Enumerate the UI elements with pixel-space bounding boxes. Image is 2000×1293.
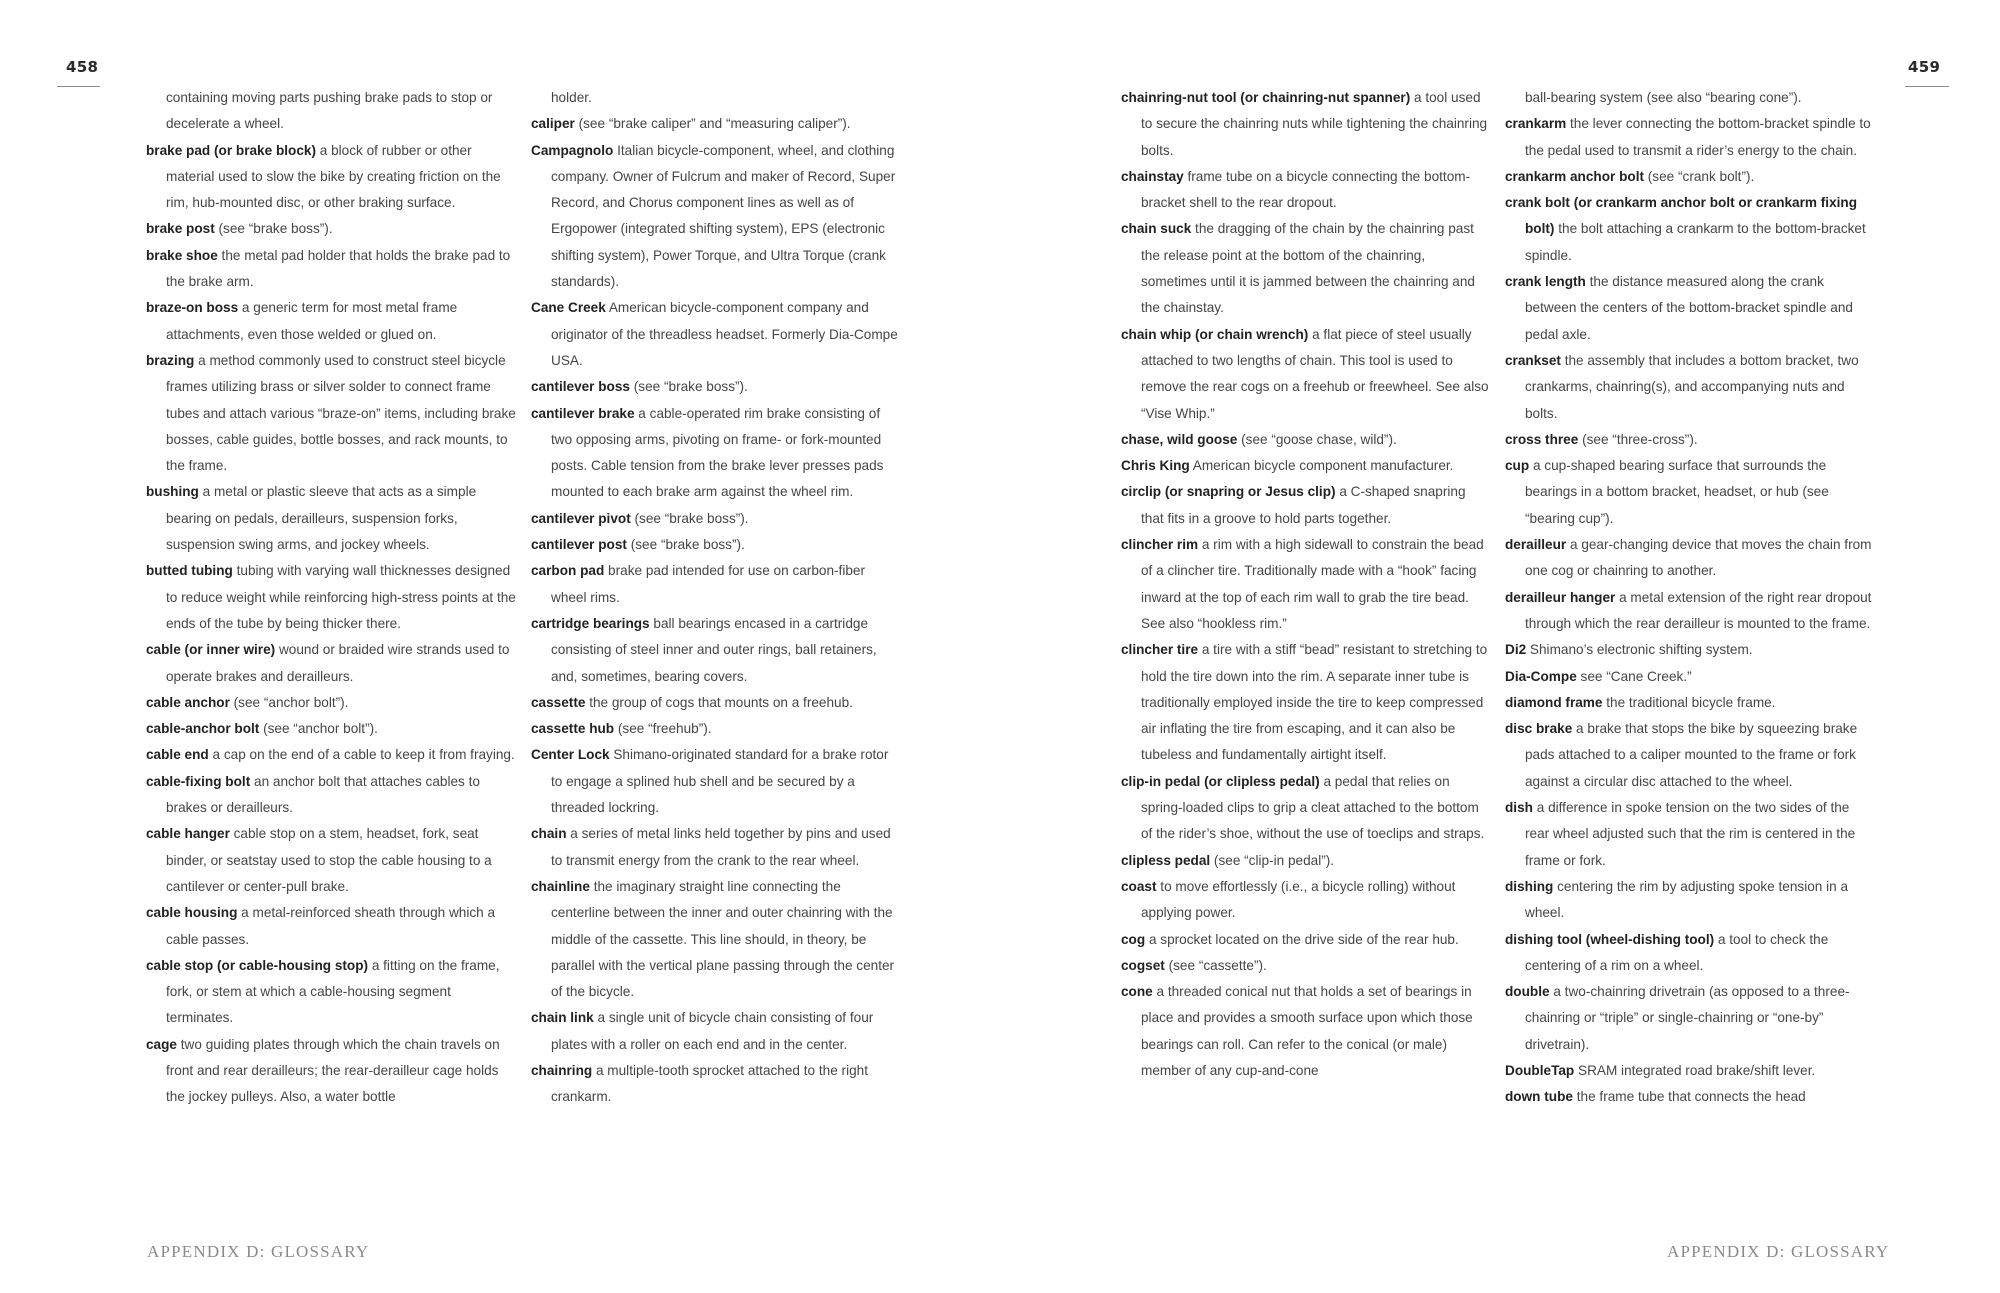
glossary-definition: a two-chainring drivetrain (as opposed to a three-chainring or “triple” or single-chainring or “one-by” drivetrain). <box>1525 984 1850 1052</box>
glossary-definition: SRAM integrated road brake/shift lever. <box>1574 1062 1816 1078</box>
glossary-entry <box>531 1058 901 1111</box>
glossary-definition: (see “anchor bolt”). <box>259 721 378 737</box>
glossary-definition: ball bearings encased in a cartridge consisting of steel inner and outer rings, ball retainers, and, sometimes, bearing covers. <box>551 615 877 684</box>
glossary-term: cantilever brake <box>531 405 635 421</box>
glossary-term: cable housing <box>146 905 238 921</box>
glossary-entry <box>1121 637 1491 768</box>
glossary-definition: the frame tube that connects the head <box>1572 1089 1806 1105</box>
glossary-definition: a metal extension of the right rear dropout through which the rear derailleur is mounted to the frame. <box>1525 589 1872 631</box>
glossary-term: butted tubing <box>146 563 233 579</box>
glossary-term: crankarm <box>1505 116 1567 132</box>
glossary-entry <box>1121 874 1491 927</box>
glossary-entry <box>146 479 516 558</box>
glossary-definition: a cup-shaped bearing surface that surrounds the bearings in a bottom bracket, headset, or hub (see “bearing cup”). <box>1525 458 1829 526</box>
glossary-term: Cane Creek <box>531 300 606 316</box>
glossary-entry <box>146 295 516 348</box>
glossary-term: clincher rim <box>1121 537 1199 553</box>
glossary-term: chainring <box>531 1062 593 1078</box>
glossary-term: cable-fixing bolt <box>146 773 251 789</box>
glossary-term: Campagnolo <box>531 142 614 158</box>
glossary-term: derailleur <box>1505 537 1567 553</box>
glossary-definition: a block of rubber or other material used to slow the bike by creating friction on the rim, hub-mounted disc, or other braking surface. <box>166 142 501 211</box>
header-rule-left <box>57 86 100 87</box>
glossary-term: cable anchor <box>146 694 230 710</box>
glossary-entry <box>1121 427 1491 453</box>
glossary-entry <box>1121 453 1491 479</box>
glossary-term: down tube <box>1505 1089 1573 1105</box>
glossary-definition: the metal pad holder that holds the brake pad to the brake arm. <box>166 247 511 290</box>
glossary-entry <box>531 111 901 137</box>
glossary-definition: (see “three-cross”). <box>1578 431 1698 447</box>
glossary-term: cassette <box>531 694 586 710</box>
glossary-definition: a method commonly used to construct steel bicycle frames utilizing brass or silver solder to connect frame tubes and attach various “braze-on” items, including brake bosses, cable guides, bottle bosses, and rack mounts, to the frame. <box>166 352 516 474</box>
glossary-entry <box>1121 164 1491 217</box>
glossary-definition: a series of metal links held together by pins and used to transmit energy from the crank to the rear wheel. <box>551 826 891 868</box>
glossary-definition: (see “brake caliper” and “measuring caliper”). <box>574 116 851 132</box>
glossary-entry <box>1505 927 1875 980</box>
glossary-term: Center Lock <box>531 747 610 763</box>
glossary-term: crankarm anchor bolt <box>1505 168 1644 184</box>
glossary-definition: (see “brake boss”). <box>630 510 749 526</box>
glossary-entry <box>1505 269 1875 348</box>
glossary-entry <box>531 690 901 716</box>
glossary-term: crankset <box>1505 352 1561 368</box>
page-number-left: 458 <box>66 58 99 76</box>
glossary-entry <box>1505 690 1875 716</box>
glossary-term: double <box>1505 984 1550 1000</box>
glossary-definition: tubing with varying wall thicknesses designed to reduce weight while reinforcing high-stress points at the ends of the tube by being thicker there. <box>166 563 516 631</box>
running-footer-left: APPENDIX D: GLOSSARY <box>147 1242 370 1261</box>
glossary-term: cable (or inner wire) <box>146 642 276 658</box>
glossary-term: chase, wild goose <box>1121 431 1238 447</box>
glossary-definition: a flat piece of steel usually attached to two lengths of chain. This tool is used to remove the rear cogs on a freehub or freewheel. See also “Vise Whip.” <box>1141 326 1489 421</box>
glossary-term: cartridge bearings <box>531 615 650 631</box>
glossary-entry <box>146 138 516 217</box>
glossary-entry <box>531 85 901 111</box>
glossary-entry <box>1121 85 1491 164</box>
glossary-definition: Italian bicycle-component, wheel, and clothing company. Owner of Fulcrum and maker of Record, Super Record, and Chorus component lines as well as of Ergopower (integrated shifting system), EPS (electronic shifting system), Power Torque, and Ultra Torque (crank standards). <box>551 142 896 290</box>
glossary-entry <box>146 216 516 242</box>
glossary-entry <box>1505 190 1875 269</box>
glossary-entry <box>1505 979 1875 1058</box>
glossary-entry <box>531 374 901 400</box>
glossary-entry <box>146 85 516 138</box>
glossary-entry <box>1505 1058 1875 1084</box>
glossary-definition: (see “freehub”). <box>614 721 712 737</box>
glossary-entry <box>146 821 516 900</box>
glossary-definition: the bolt attaching a crankarm to the bottom-bracket spindle. <box>1525 221 1866 263</box>
glossary-entry <box>531 401 901 506</box>
glossary-definition: (see “cassette”). <box>1164 957 1267 973</box>
glossary-definition: a C-shaped snapring that fits in a groove to hold parts together. <box>1141 484 1466 526</box>
glossary-entry <box>146 900 516 953</box>
glossary-term: cassette hub <box>531 721 615 737</box>
glossary-definition: (see “brake boss”). <box>626 537 745 553</box>
glossary-term: diamond frame <box>1505 694 1603 710</box>
glossary-entry <box>531 1005 901 1058</box>
glossary-entry <box>531 742 901 821</box>
glossary-entry <box>1121 979 1491 1084</box>
glossary-entry <box>1505 1084 1875 1110</box>
glossary-term: brake post <box>146 221 215 237</box>
glossary-entry <box>1505 664 1875 690</box>
running-footer-right: APPENDIX D: GLOSSARY <box>1667 1242 1890 1261</box>
glossary-term: caliper <box>531 116 575 132</box>
glossary-definition: the distance measured along the crank between the centers of the bottom-bracket spindle and pedal axle. <box>1525 274 1853 342</box>
glossary-entry <box>1505 585 1875 638</box>
glossary-column-2 <box>531 85 901 1111</box>
glossary-definition: two guiding plates through which the chain travels on front and rear derailleurs; the rear-derailleur cage holds the jockey pulleys. Also, a water bottle <box>166 1036 500 1105</box>
glossary-term: Chris King <box>1121 458 1190 474</box>
glossary-definition: holder. <box>551 90 592 105</box>
glossary-definition: to move effortlessly (i.e., a bicycle rolling) without applying power. <box>1141 878 1456 921</box>
glossary-entry <box>1121 953 1491 979</box>
glossary-definition: a metal or plastic sleeve that acts as a simple bearing on pedals, derailleurs, suspension forks, suspension swing arms, and jockey wheels. <box>166 484 477 553</box>
glossary-term: braze-on boss <box>146 300 239 316</box>
glossary-definition: the imaginary straight line connecting the centerline between the inner and outer chainring with the middle of the cassette. This line should, in theory, be parallel with the vertical plane passing through the center of the bicycle. <box>551 878 895 1000</box>
glossary-term: Di2 <box>1505 642 1527 658</box>
glossary-term: chain whip (or chain wrench) <box>1121 326 1309 342</box>
glossary-entry <box>531 821 901 874</box>
glossary-term: carbon pad <box>531 563 605 579</box>
glossary-definition: Shimano’s electronic shifting system. <box>1526 642 1753 658</box>
glossary-definition: a tire with a stiff “bead” resistant to stretching to hold the tire down into the rim. A separate inner tube is traditionally employed inside the tire to keep compressed air inflating the tire from escaping, and it can also be tubeless and fundamentally airtight itself. <box>1141 642 1488 763</box>
glossary-entry <box>1121 532 1491 637</box>
glossary-entry <box>1121 216 1491 321</box>
glossary-entry <box>531 874 901 1005</box>
glossary-definition: a cable-operated rim brake consisting of two opposing arms, pivoting on frame- or fork-mounted posts. Cable tension from the brake lever presses pads mounted to each brake arm against the wheel rim. <box>551 405 884 500</box>
glossary-definition: a rim with a high sidewall to constrain the bead of a clincher tire. Traditionally made with a “hook” facing inward at the top of each rim wall to grab the tire bead. See also “hookless rim.” <box>1141 537 1484 631</box>
glossary-entry <box>1505 427 1875 453</box>
glossary-definition: a tool used to secure the chainring nuts while tightening the chainring bolts. <box>1141 90 1488 158</box>
glossary-term: chainline <box>531 878 590 894</box>
glossary-term: DoubleTap <box>1505 1062 1575 1078</box>
glossary-entry <box>146 769 516 822</box>
glossary-entry <box>1505 874 1875 927</box>
glossary-term: cage <box>146 1036 177 1052</box>
glossary-definition: a fitting on the frame, fork, or stem at which a cable-housing segment terminates. <box>166 957 500 1026</box>
glossary-term: cable hanger <box>146 826 230 842</box>
glossary-definition: a sprocket located on the drive side of the rear hub. <box>1145 931 1459 947</box>
glossary-definition: Shimano-originated standard for a brake rotor to engage a splined hub shell and be secured by a threaded lockring. <box>551 747 889 816</box>
glossary-entry <box>1505 637 1875 663</box>
glossary-definition: a pedal that relies on spring-loaded clips to grip a cleat attached to the bottom of the rider’s shoe, without the use of toeclips and straps. <box>1141 773 1485 842</box>
glossary-term: cog <box>1121 931 1146 947</box>
glossary-entry <box>1505 532 1875 585</box>
glossary-term: dishing tool (wheel-dishing tool) <box>1505 931 1715 947</box>
glossary-term: brazing <box>146 352 195 368</box>
glossary-entry <box>1121 322 1491 427</box>
glossary-entry <box>1121 479 1491 532</box>
glossary-term: chainstay <box>1121 168 1184 184</box>
glossary-definition: a brake that stops the bike by squeezing brake pads attached to a caliper mounted to the frame or fork against a circular disc attached to the wheel. <box>1525 721 1858 789</box>
glossary-entry <box>146 953 516 1032</box>
glossary-entry <box>531 506 901 532</box>
glossary-definition: (see “brake boss”). <box>214 221 333 237</box>
glossary-term: dishing <box>1505 878 1554 894</box>
glossary-term: bushing <box>146 484 199 500</box>
glossary-term: cogset <box>1121 957 1165 973</box>
glossary-term: chain suck <box>1121 221 1192 237</box>
glossary-term: dish <box>1505 800 1533 816</box>
glossary-definition: American bicycle component manufacturer. <box>1189 458 1454 474</box>
glossary-term: cable stop (or cable-housing stop) <box>146 957 369 973</box>
glossary-term: disc brake <box>1505 721 1573 737</box>
glossary-definition: a single unit of bicycle chain consisting of four plates with a roller on each end and in the center. <box>551 1010 874 1052</box>
glossary-entry <box>531 716 901 742</box>
glossary-definition: centering the rim by adjusting spoke tension in a wheel. <box>1525 878 1849 921</box>
glossary-definition: (see “clip-in pedal”). <box>1210 852 1335 868</box>
glossary-definition: the assembly that includes a bottom bracket, two crankarms, chainring(s), and accompanying nuts and bolts. <box>1525 352 1859 421</box>
glossary-term: crank bolt (or crankarm anchor bolt or crankarm fixing bolt) <box>1505 195 1858 237</box>
glossary-entry <box>146 637 516 690</box>
glossary-definition: American bicycle-component company and originator of the threadless headset. Formerly Dia-Compe USA. <box>551 300 898 368</box>
glossary-definition: (see “crank bolt”). <box>1644 168 1755 184</box>
glossary-term: clincher tire <box>1121 642 1199 658</box>
glossary-definition: (see “goose chase, wild”). <box>1237 431 1397 447</box>
glossary-term: chainring-nut tool (or chainring-nut spanner) <box>1121 90 1411 105</box>
glossary-entry <box>1505 453 1875 532</box>
glossary-definition: a difference in spoke tension on the two sides of the rear wheel adjusted such that the rim is centered in the frame or fork. <box>1525 800 1856 868</box>
glossary-entry <box>531 558 901 611</box>
glossary-entry <box>1505 348 1875 427</box>
glossary-entry <box>1121 769 1491 848</box>
glossary-definition: containing moving parts pushing brake pads to stop or decelerate a wheel. <box>166 90 493 132</box>
glossary-entry <box>1505 716 1875 795</box>
glossary-definition: ball-bearing system (see also “bearing cone”). <box>1525 90 1802 105</box>
glossary-term: cone <box>1121 984 1153 1000</box>
glossary-entry <box>1505 164 1875 190</box>
glossary-definition: a tool to check the centering of a rim on a wheel. <box>1525 931 1829 973</box>
glossary-definition: a multiple-tooth sprocket attached to the right crankarm. <box>551 1062 868 1105</box>
glossary-definition: the dragging of the chain by the chainring past the release point at the bottom of the chainring, sometimes until it is jammed between the chainring and the chainstay. <box>1141 221 1475 316</box>
glossary-term: cable end <box>146 747 209 763</box>
glossary-term: brake pad (or brake block) <box>146 142 316 158</box>
glossary-entry <box>531 611 901 690</box>
glossary-entry <box>146 243 516 296</box>
glossary-definition: brake pad intended for use on carbon-fiber wheel rims. <box>551 563 865 605</box>
glossary-term: clip-in pedal (or clipless pedal) <box>1121 773 1320 789</box>
glossary-definition: a metal-reinforced sheath through which a cable passes. <box>166 905 496 947</box>
glossary-definition: a generic term for most metal frame attachments, even those welded or glued on. <box>166 300 458 342</box>
glossary-term: brake shoe <box>146 247 218 263</box>
glossary-definition: the lever connecting the bottom-bracket spindle to the pedal used to transmit a rider’s energy to the chain. <box>1525 116 1871 158</box>
page-number-right: 459 <box>1908 58 1941 76</box>
glossary-entry <box>1121 848 1491 874</box>
glossary-term: cross three <box>1505 431 1579 447</box>
glossary-definition: frame tube on a bicycle connecting the bottom-bracket shell to the rear dropout. <box>1141 168 1471 211</box>
glossary-term: chain link <box>531 1010 594 1026</box>
glossary-entry <box>1505 795 1875 874</box>
glossary-entry <box>531 138 901 296</box>
glossary-entry <box>146 716 516 742</box>
glossary-definition: wound or braided wire strands used to operate brakes and derailleurs. <box>166 642 510 684</box>
glossary-entry <box>1505 111 1875 164</box>
glossary-column-1 <box>146 85 516 1111</box>
glossary-entry <box>1121 927 1491 953</box>
header-rule-right <box>1905 86 1949 87</box>
glossary-definition: a cap on the end of a cable to keep it from fraying. <box>208 747 515 763</box>
glossary-term: cantilever pivot <box>531 510 631 526</box>
glossary-definition: a threaded conical nut that holds a set of bearings in place and provides a smooth surface upon which those bearings can roll. Can refer to the conical (or male) member of any cup-and-cone <box>1141 984 1473 1078</box>
glossary-entry <box>531 532 901 558</box>
glossary-entry <box>531 295 901 374</box>
glossary-entry <box>146 558 516 637</box>
glossary-term: Dia-Compe <box>1505 668 1577 684</box>
glossary-entry <box>146 348 516 479</box>
glossary-term: clipless pedal <box>1121 852 1211 868</box>
glossary-definition: (see “anchor bolt”). <box>229 694 349 710</box>
glossary-definition: the traditional bicycle frame. <box>1602 694 1776 710</box>
glossary-column-3 <box>1121 85 1491 1084</box>
glossary-definition: see “Cane Creek.” <box>1576 668 1692 684</box>
glossary-term: coast <box>1121 878 1157 894</box>
glossary-entry <box>146 690 516 716</box>
glossary-term: derailleur hanger <box>1505 589 1616 605</box>
glossary-entry <box>146 742 516 768</box>
glossary-definition: the group of cogs that mounts on a freehub. <box>585 694 853 710</box>
glossary-column-4 <box>1505 85 1875 1111</box>
glossary-entry <box>146 1032 516 1111</box>
glossary-definition: a gear-changing device that moves the chain from one cog or chainring to another. <box>1525 537 1872 579</box>
glossary-term: cantilever boss <box>531 379 630 395</box>
glossary-definition: (see “brake boss”). <box>629 379 748 395</box>
glossary-entry <box>1505 85 1875 111</box>
glossary-term: cup <box>1505 458 1530 474</box>
glossary-term: chain <box>531 826 567 842</box>
glossary-term: circlip (or snapring or Jesus clip) <box>1121 484 1336 500</box>
glossary-definition: cable stop on a stem, headset, fork, seat binder, or seatstay used to stop the cable housing to a cantilever or center-pull brake. <box>166 826 492 894</box>
glossary-definition: an anchor bolt that attaches cables to brakes or derailleurs. <box>166 773 480 816</box>
glossary-term: crank length <box>1505 274 1586 290</box>
glossary-term: cantilever post <box>531 537 627 553</box>
glossary-term: cable-anchor bolt <box>146 721 260 737</box>
